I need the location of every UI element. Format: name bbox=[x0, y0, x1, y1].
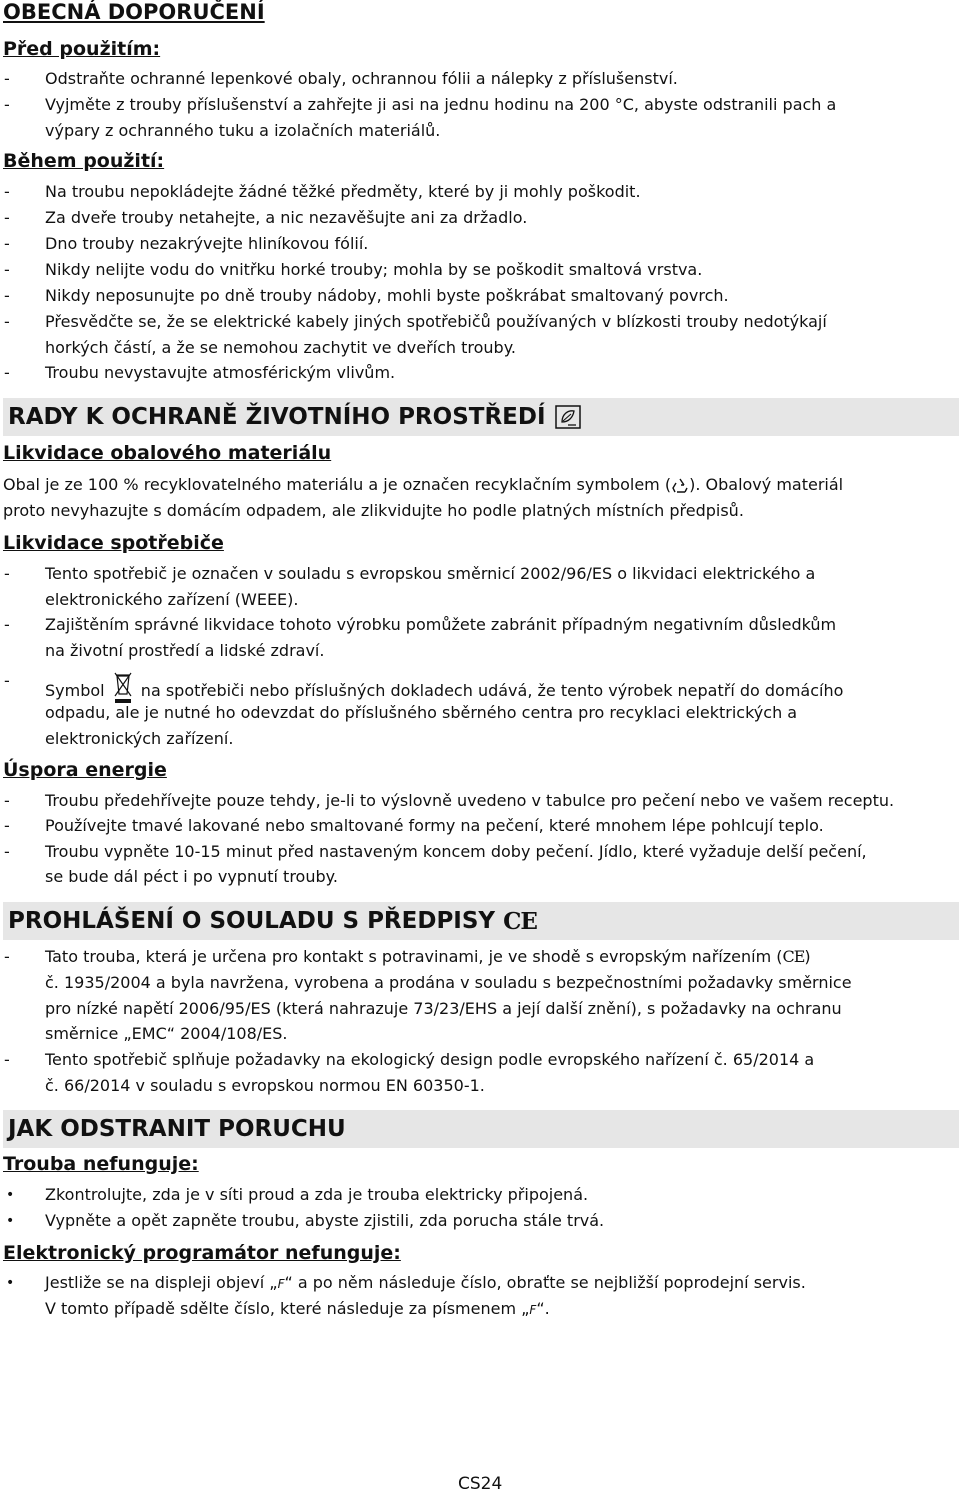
list-item: směrnice „EMC“ 2004/108/ES. bbox=[45, 1024, 288, 1043]
list-item: na životní prostředí a lidské zdraví. bbox=[45, 641, 325, 660]
packaging-text: ). Obalový materiál bbox=[689, 475, 844, 494]
list-dash: - bbox=[4, 615, 10, 634]
packaging-text: Obal je ze 100 % recyklovatelného materiálu a je označen recyklačním symbolem ( bbox=[3, 475, 672, 494]
list-item: Dno trouby nezakrývejte hliníkovou fólií. bbox=[45, 234, 369, 253]
list-dash: - bbox=[4, 69, 10, 88]
environment-icon bbox=[554, 404, 582, 430]
during-use-heading: Během použití: bbox=[3, 150, 165, 172]
section-band-compliance bbox=[3, 902, 959, 940]
list-item-text: “ a po něm následuje číslo, obraťte se nejbližší poprodejní servis. bbox=[284, 1273, 806, 1292]
list-item: pro nízké napětí 2006/95/ES (která nahrazuje 73/23/EHS a její další znění), s požadavky na ochranu bbox=[45, 999, 842, 1018]
section-band-environment bbox=[3, 398, 959, 436]
list-item: Zkontrolujte, zda je v síti proud a zda je trouba elektricky připojená. bbox=[45, 1185, 589, 1204]
list-item: Na troubu nepokládejte žádné těžké předměty, které by ji mohly poškodit. bbox=[45, 182, 641, 201]
packaging-heading: Likvidace obalového materiálu bbox=[3, 442, 332, 464]
before-use-heading: Před použitím: bbox=[3, 38, 161, 60]
list-item: Tento spotřebič splňuje požadavky na ekologický design podle evropského nařízení č. 65/2014 a bbox=[45, 1050, 815, 1069]
list-item: Nikdy nelijte vodu do vnitřku horké trouby; mohla by se poškodit smaltová vrstva. bbox=[45, 260, 703, 279]
list-dash: - bbox=[4, 791, 10, 810]
list-item-text: Symbol bbox=[45, 681, 105, 700]
list-item-text: Tato trouba, která je určena pro kontakt s potravinami, je ve shodě s evropským nařízením ( bbox=[45, 947, 783, 966]
section-title-compliance: PROHLÁŠENÍ O SOULADU S PŘEDPISY bbox=[8, 908, 496, 934]
list-dash: - bbox=[4, 234, 10, 253]
energy-heading: Úspora energie bbox=[3, 759, 167, 781]
list-item bbox=[45, 670, 843, 704]
list-item: elektronického zařízení (WEEE). bbox=[45, 590, 299, 609]
packaging-text-line: proto nevyhazujte s domácím odpadem, ale zlikvidujte ho podle platných místních předpisů. bbox=[3, 501, 744, 520]
list-item: Zajištěním správné likvidace tohoto výrobku pomůžete zabránit případným negativním důsledkům bbox=[45, 615, 837, 634]
list-dash: - bbox=[4, 182, 10, 201]
list-dash: - bbox=[4, 564, 10, 583]
list-item bbox=[45, 1298, 550, 1321]
list-item: Troubu nevystavujte atmosférickým vlivům. bbox=[45, 363, 396, 382]
list-dash: - bbox=[4, 842, 10, 861]
error-code: F bbox=[277, 1277, 285, 1291]
weee-bin-icon bbox=[112, 670, 134, 704]
list-dash: - bbox=[4, 1050, 10, 1069]
error-code: F bbox=[529, 1303, 537, 1317]
list-item-text: ) bbox=[804, 947, 811, 966]
list-item: Vyjměte z trouby příslušenství a zahřejte ji asi na jednu hodinu na 200 °C, abyste odstranili pach a bbox=[45, 95, 837, 114]
packaging-text-line bbox=[3, 474, 843, 496]
ce-mark-icon: CE bbox=[782, 947, 805, 966]
list-dash: - bbox=[4, 260, 10, 279]
list-item: se bude dál péct i po vypnutí trouby. bbox=[45, 867, 338, 886]
list-item: č. 66/2014 v souladu s evropskou normou EN 60350-1. bbox=[45, 1076, 485, 1095]
list-item-text: “. bbox=[536, 1299, 550, 1318]
list-dash: - bbox=[4, 312, 10, 331]
recycle-icon bbox=[671, 477, 689, 495]
list-item: Tento spotřebič je označen v souladu s evropskou směrnicí 2002/96/ES o likvidaci elektrického a bbox=[45, 564, 816, 583]
list-item bbox=[45, 946, 811, 968]
list-item-text: na spotřebiči nebo příslušných dokladech udává, že tento výrobek nepatří do domácího bbox=[140, 681, 844, 700]
list-dash: - bbox=[4, 208, 10, 227]
list-item: Za dveře trouby netahejte, a nic nezavěšujte ani za držadlo. bbox=[45, 208, 528, 227]
list-item: Používejte tmavé lakované nebo smaltované formy na pečení, které mnohem lépe pohlcují teplo. bbox=[45, 816, 824, 835]
list-item: výpary z ochranného tuku a izolačních materiálů. bbox=[45, 121, 441, 140]
list-dash: - bbox=[4, 947, 10, 966]
list-item-text: Jestliže se na displeji objeví „ bbox=[45, 1273, 278, 1292]
list-dash: - bbox=[4, 671, 10, 690]
list-bullet: • bbox=[6, 1213, 15, 1229]
list-item: č. 1935/2004 a byla navržena, vyrobena a prodána v souladu s bezpečnostními požadavky směrnice bbox=[45, 973, 852, 992]
page-number: CS24 bbox=[458, 1474, 503, 1494]
list-item: Troubu předehřívejte pouze tehdy, je-li to výslovně uvedeno v tabulce pro pečení nebo ve vašem receptu. bbox=[45, 791, 895, 810]
list-item bbox=[45, 1272, 806, 1295]
list-dash: - bbox=[4, 816, 10, 835]
list-dash: - bbox=[4, 286, 10, 305]
list-item: Odstraňte ochranné lepenkové obaly, ochrannou fólii a nálepky z příslušenství. bbox=[45, 69, 678, 88]
list-item: Vypněte a opět zapněte troubu, abyste zjistili, zda porucha stále trvá. bbox=[45, 1211, 605, 1230]
list-item: elektronických zařízení. bbox=[45, 729, 234, 748]
list-item: Nikdy neposunujte po dně trouby nádoby, mohli byste poškrábat smaltovaný povrch. bbox=[45, 286, 729, 305]
ce-mark-icon: CE bbox=[503, 907, 537, 935]
list-item: Troubu vypněte 10-15 minut před nastaveným koncem doby pečení. Jídlo, které vyžaduje delší pečení, bbox=[45, 842, 867, 861]
section-title-general: OBECNÁ DOPORUČENÍ bbox=[3, 0, 265, 24]
list-dash: - bbox=[4, 95, 10, 114]
oven-not-working-heading: Trouba nefunguje: bbox=[3, 1153, 199, 1175]
list-bullet: • bbox=[6, 1275, 15, 1291]
list-item: horkých částí, a že se nemohou zachytit ve dveřích trouby. bbox=[45, 338, 516, 357]
section-title-troubleshooting: JAK ODSTRANIT PORUCHU bbox=[8, 1116, 346, 1142]
section-band-troubleshooting bbox=[3, 1110, 959, 1148]
list-item: odpadu, ale je nutné ho odevzdat do příslušného sběrného centra pro recyklaci elektrických a bbox=[45, 703, 798, 722]
list-bullet: • bbox=[6, 1187, 15, 1203]
programmer-heading: Elektronický programátor nefunguje: bbox=[3, 1242, 401, 1264]
appliance-heading: Likvidace spotřebiče bbox=[3, 532, 224, 554]
list-item-text: V tomto případě sdělte číslo, které následuje za písmenem „ bbox=[45, 1299, 530, 1318]
list-dash: - bbox=[4, 363, 10, 382]
list-item: Přesvědčte se, že se elektrické kabely jiných spotřebičů používaných v blízkosti trouby nedotýkají bbox=[45, 312, 827, 331]
section-title-environment: RADY K OCHRANĚ ŽIVOTNÍHO PROSTŘEDÍ bbox=[8, 404, 546, 430]
